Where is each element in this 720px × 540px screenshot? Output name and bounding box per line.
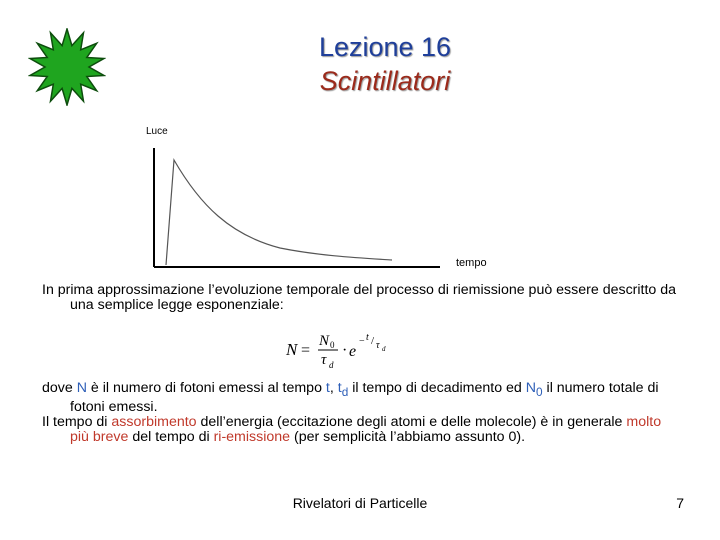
- plot-y-label: Luce: [146, 126, 168, 137]
- page-number: 7: [676, 495, 684, 511]
- symbol-N0-sub: 0: [536, 384, 543, 399]
- symbol-N0: [525, 380, 543, 399]
- plot-curve: [166, 160, 392, 265]
- symbol-N0-base: N: [525, 380, 536, 396]
- starburst-shape: [30, 29, 104, 105]
- symbol-t: t: [325, 380, 330, 396]
- para2-text-3: del tempo di: [128, 428, 214, 445]
- para1-text-4: il tempo di decadimento ed: [348, 380, 526, 396]
- definitions-block: [42, 381, 682, 445]
- highlight-breve: molto più breve: [70, 413, 662, 445]
- formula-exp-base: e: [349, 343, 357, 360]
- formula-exp-tau-sub: d: [382, 345, 386, 353]
- plot-x-label: tempo: [456, 257, 487, 269]
- para1-text-5: il numero totale di fotoni emessi.: [70, 380, 659, 415]
- formula-denominator: τ: [321, 352, 327, 368]
- para1-text-1: dove: [42, 380, 77, 396]
- symbol-td-base: t: [337, 380, 342, 396]
- highlight-riemissione: ri-emissione: [213, 428, 291, 445]
- para2-text-4: (per semplicità l’abbiamo assunto 0).: [290, 428, 526, 445]
- formula-exp-slash: /: [371, 335, 375, 347]
- formula-exp-minus: −: [359, 336, 365, 347]
- decay-formula: [284, 330, 394, 372]
- starburst-icon: [28, 28, 106, 106]
- para1-text-3: ,: [329, 380, 338, 396]
- formula-numerator-sub: 0: [330, 340, 335, 350]
- para2-text-1: Il tempo di: [42, 413, 112, 430]
- formula-denominator-sub: d: [329, 360, 334, 370]
- slide-title: [230, 30, 540, 98]
- para2-text-2: dell’energia (eccitazione degli atomi e delle molecole) è in generale: [196, 413, 627, 430]
- definitions-paragraph: [42, 381, 682, 415]
- symbol-N: N: [76, 380, 87, 396]
- decay-curve-plot: [130, 120, 510, 280]
- intro-paragraph: [42, 283, 682, 313]
- formula-exp-t: t: [366, 332, 369, 343]
- formula-dot: ·: [342, 342, 348, 359]
- title-topic: Scintillatori: [319, 66, 451, 96]
- absorption-paragraph: [42, 415, 682, 445]
- formula-exp-tau: τ: [376, 340, 380, 351]
- footer-course-title: Rivelatori di Particelle: [292, 495, 428, 511]
- title-lesson: Lezione 16: [318, 32, 452, 62]
- formula-numerator: N: [319, 333, 330, 349]
- intro-text: In prima approssimazione l’evoluzione temporale del processo di riemissione può essere descritto da una semplice legge esponenziale:: [42, 282, 677, 313]
- symbol-td: [337, 380, 349, 399]
- highlight-assorbimento: assorbimento: [111, 413, 197, 430]
- formula-equals: =: [301, 342, 311, 359]
- para1-text-2: è il numero di fotoni emessi al tempo: [86, 380, 326, 396]
- formula-lhs: N: [286, 340, 298, 359]
- symbol-td-sub: d: [341, 384, 349, 399]
